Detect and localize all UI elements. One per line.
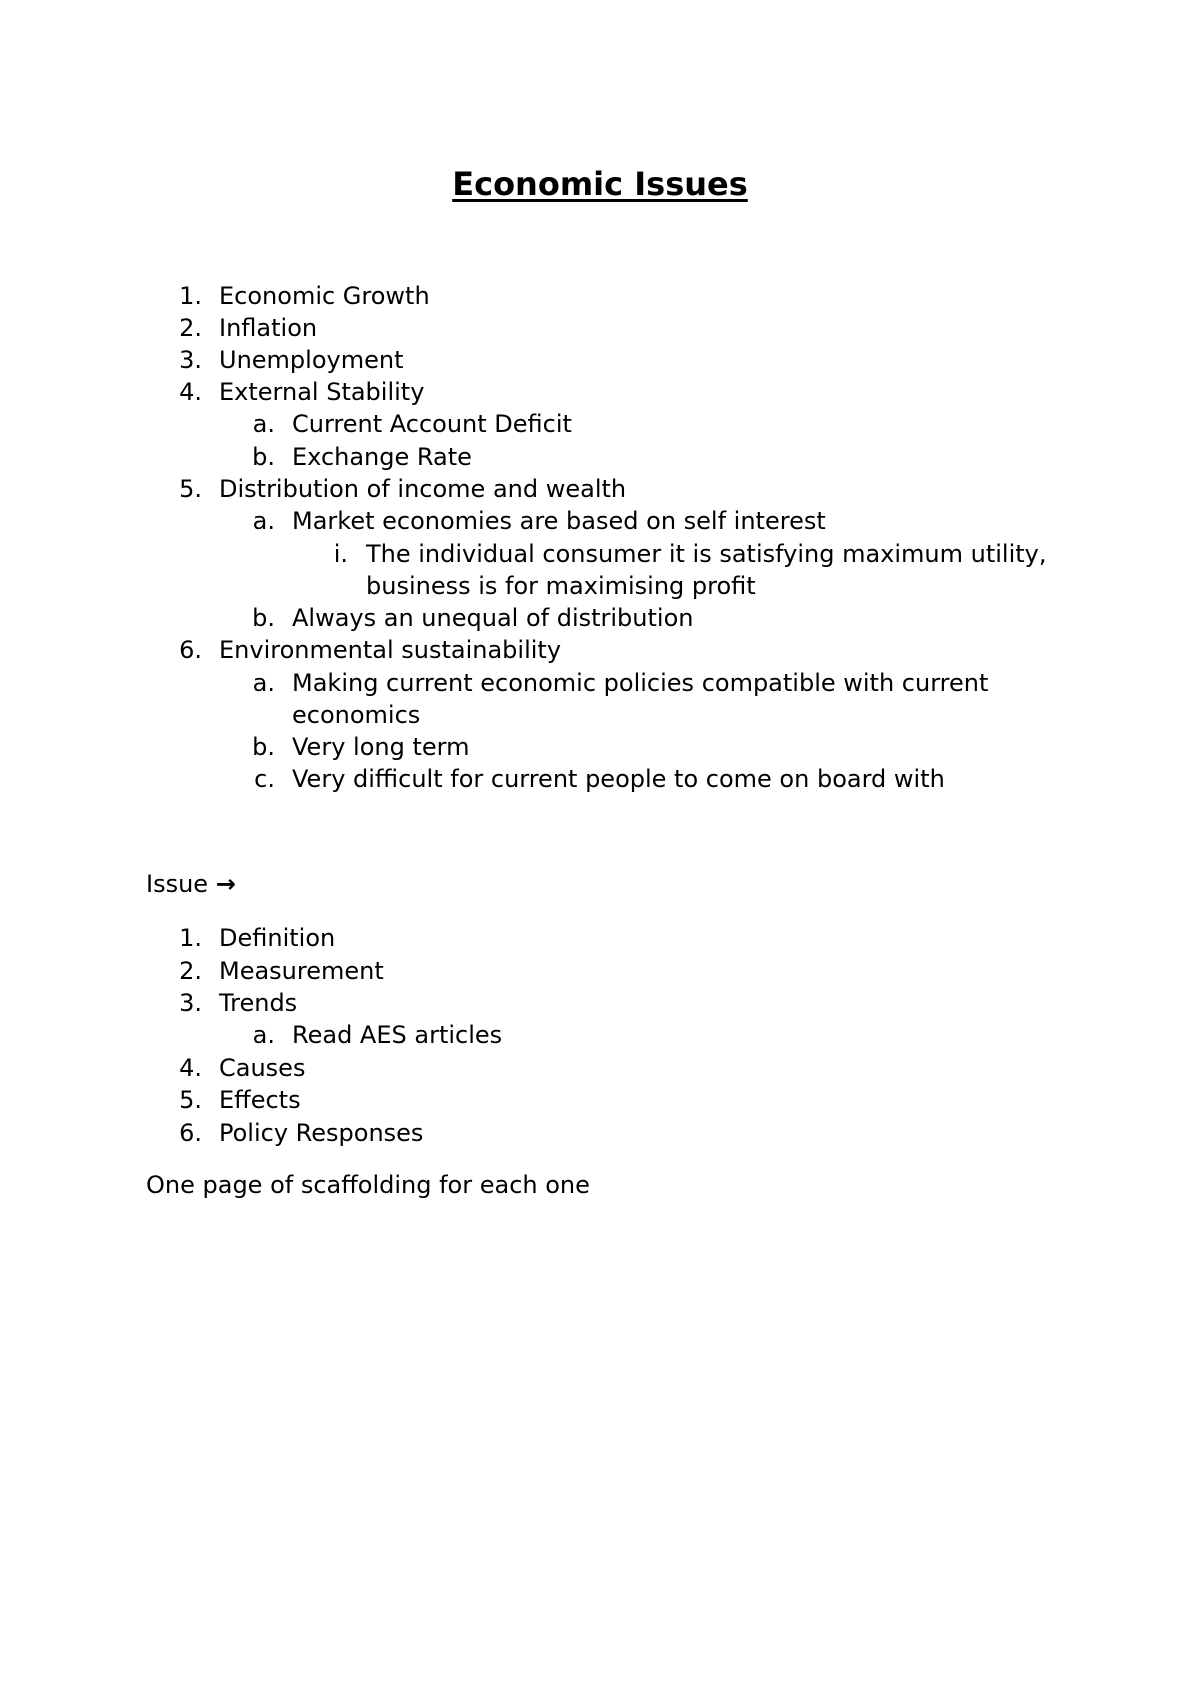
list-item-text: Unemployment [219, 346, 404, 374]
list-item-text: Current Account Deficit [292, 410, 572, 438]
list-marker: 5. [179, 475, 202, 503]
list-item-text: Very long term [292, 733, 470, 761]
list-item-text: business is for maximising profit [366, 572, 756, 600]
list-marker: 2. [179, 314, 202, 342]
list-item-text: Definition [219, 924, 336, 952]
list-marker: 5. [179, 1086, 202, 1114]
list-marker: 6. [179, 1119, 202, 1147]
list-marker: 1. [179, 924, 202, 952]
list-marker: a. [252, 410, 275, 438]
list-marker: a. [252, 669, 275, 697]
list-item-text: Inflation [219, 314, 318, 342]
issue-heading [146, 868, 236, 900]
list-item-text: Always an unequal of distribution [292, 604, 694, 632]
list-item-text: Making current economic policies compatible with current [292, 669, 989, 697]
list-item-text: Measurement [219, 957, 384, 985]
list-marker: 4. [179, 1054, 202, 1082]
list-marker: b. [252, 443, 275, 471]
list-item-text: Distribution of income and wealth [219, 475, 627, 503]
closing-note: One page of scaffolding for each one [146, 1171, 590, 1199]
list-marker: c. [254, 765, 275, 793]
list-marker: 3. [179, 989, 202, 1017]
list-item-text: Exchange Rate [292, 443, 472, 471]
issue-heading-text: Issue [146, 870, 209, 898]
list-item-text: Trends [219, 989, 298, 1017]
page-title: Economic Issues [452, 165, 748, 203]
list-item-text: Effects [219, 1086, 301, 1114]
list-item-text: External Stability [219, 378, 425, 406]
list-item-text: Economic Growth [219, 282, 430, 310]
list-item-text: Read AES articles [292, 1021, 503, 1049]
list-item-text: Policy Responses [219, 1119, 424, 1147]
list-item-text: Causes [219, 1054, 306, 1082]
list-marker: i. [333, 540, 348, 568]
list-marker: 1. [179, 282, 202, 310]
list-item-text: Very difficult for current people to come on board with [292, 765, 945, 793]
list-marker: a. [252, 1021, 275, 1049]
list-item-text: Market economies are based on self interest [292, 507, 826, 535]
list-marker: 3. [179, 346, 202, 374]
list-marker: 6. [179, 636, 202, 664]
list-marker: b. [252, 604, 275, 632]
list-marker: 2. [179, 957, 202, 985]
list-marker: 4. [179, 378, 202, 406]
list-item-text: The individual consumer it is satisfying maximum utility, [366, 540, 1047, 568]
list-item-text: economics [292, 701, 421, 729]
list-marker: a. [252, 507, 275, 535]
list-item-text: Environmental sustainability [219, 636, 562, 664]
list-marker: b. [252, 733, 275, 761]
arrow-right-icon: → [215, 870, 236, 898]
